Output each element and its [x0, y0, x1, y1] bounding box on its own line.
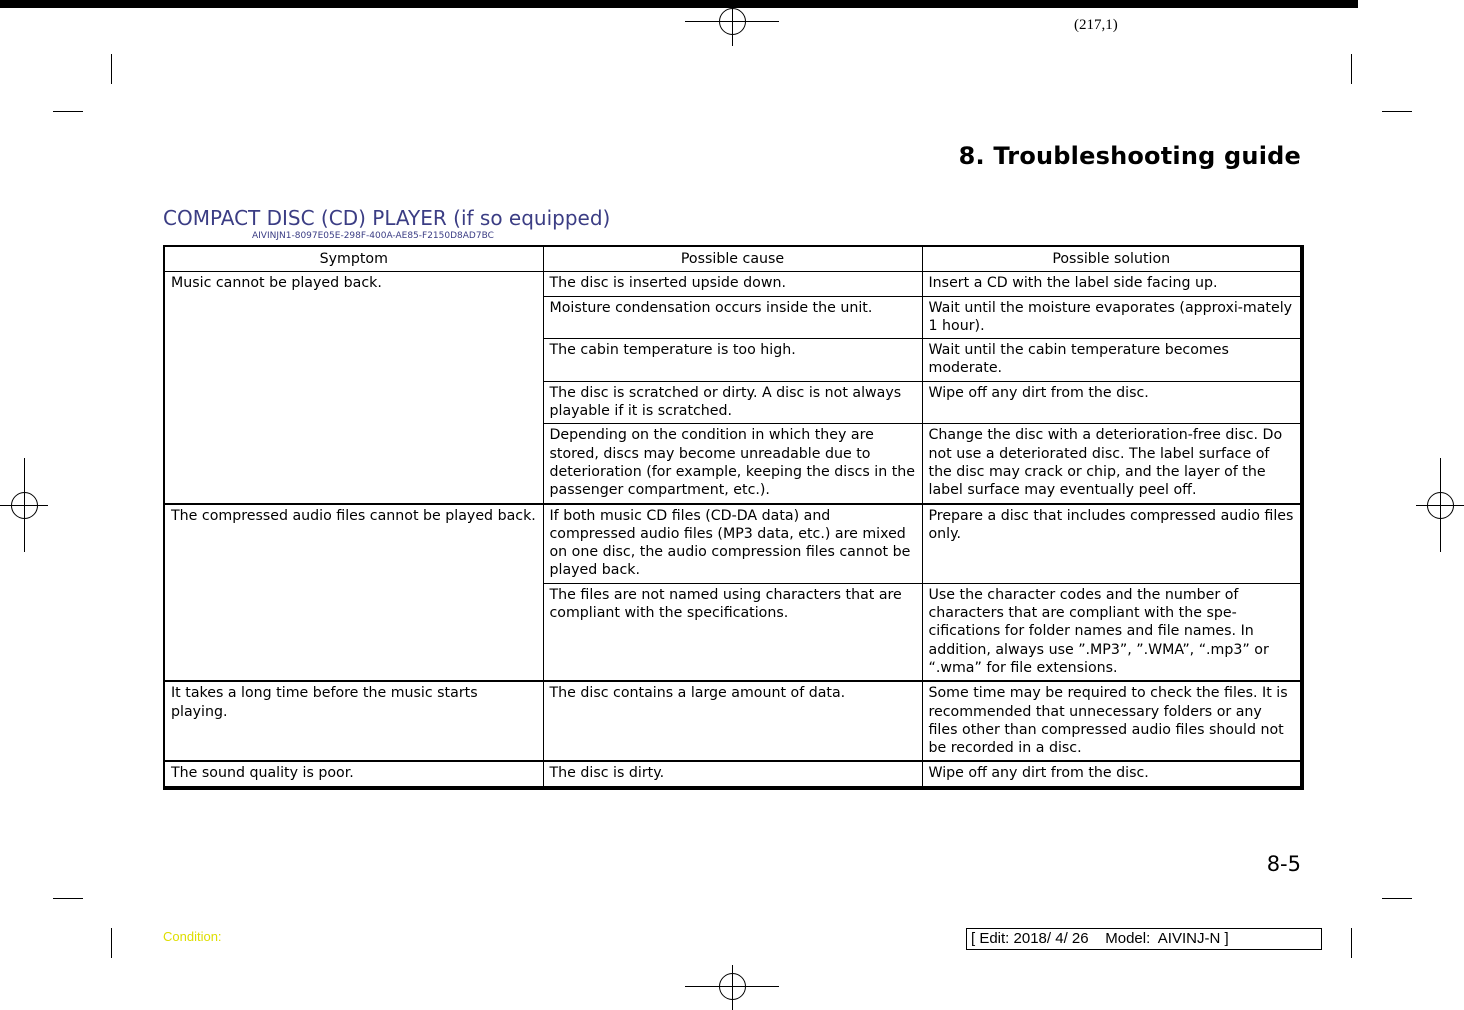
solution-cell: Wipe off any dirt from the disc. — [922, 381, 1302, 424]
column-header-cause: Possible cause — [543, 246, 922, 272]
solution-cell: Wait until the cabin temperature becomes moderate. — [922, 339, 1302, 382]
solution-cell: Some time may be required to check the files. It is recommended that unnecessary folders or any files other than compressed audio files should not be recorded in a disc. — [922, 681, 1302, 761]
cause-cell: Depending on the condition in which they are stored, discs may become unreadable due to deterioration (for example, keeping the discs in the passenger compartment, etc.). — [543, 424, 922, 504]
cause-cell: The disc is scratched or dirty. A disc is not always playable if it is scratched. — [543, 381, 922, 424]
cause-cell: Moisture condensation occurs inside the unit. — [543, 296, 922, 339]
troubleshooting-table — [163, 245, 1304, 790]
table-row — [164, 761, 1302, 787]
table-row — [164, 681, 1302, 761]
condition-label: Condition: — [163, 929, 222, 944]
table-row — [164, 272, 1302, 296]
solution-cell: Change the disc with a deterioration-free disc. Do not use a deteriorated disc. The label surface of the disc may crack or chip, and the layer of the label surface may eventually peel off. — [922, 424, 1302, 504]
edit-info-box: [ Edit: 2018/ 4/ 26 Model: AIVINJ-N ] — [966, 928, 1322, 950]
section-title: COMPACT DISC (CD) PLAYER (if so equipped) — [163, 206, 611, 230]
title-divider — [0, 0, 1358, 8]
symptom-cell: The compressed audio files cannot be played back. — [164, 504, 543, 682]
symptom-cell: Music cannot be played back. — [164, 272, 543, 504]
symptom-cell: The sound quality is poor. — [164, 761, 543, 787]
cause-cell: The disc contains a large amount of data. — [543, 681, 922, 761]
solution-cell: Use the character codes and the number of characters that are compliant with the spe-cifications for folder names and file names. In addition, always use ”.MP3”, ”.WMA”, “.mp3” or “.wma” for file extensions. — [922, 583, 1302, 681]
solution-cell: Prepare a disc that includes compressed audio files only. — [922, 504, 1302, 584]
column-header-solution: Possible solution — [922, 246, 1302, 272]
solution-cell: Wait until the moisture evaporates (approxi-mately 1 hour). — [922, 296, 1302, 339]
solution-cell: Insert a CD with the label side facing up. — [922, 272, 1302, 296]
column-header-symptom: Symptom — [164, 246, 543, 272]
solution-cell: Wipe off any dirt from the disc. — [922, 761, 1302, 787]
page-number: 8-5 — [1266, 852, 1301, 876]
cause-cell: The cabin temperature is too high. — [543, 339, 922, 382]
chapter-title: 8. Troubleshooting guide — [958, 142, 1301, 170]
document-id: AIVINJN1-8097E05E-298F-400A-AE85-F2150D8AD7BC — [252, 231, 494, 241]
cause-cell: If both music CD files (CD-DA data) and compressed audio files (MP3 data, etc.) are mixed on one disc, the audio compression files cannot be played back. — [543, 504, 922, 584]
table-row — [164, 504, 1302, 584]
cause-cell: The disc is dirty. — [543, 761, 922, 787]
symptom-cell: It takes a long time before the music starts playing. — [164, 681, 543, 761]
cause-cell: The files are not named using characters that are compliant with the specifications. — [543, 583, 922, 681]
table-header-row — [164, 246, 1302, 272]
page-code: (217,1) — [1074, 17, 1118, 33]
cause-cell: The disc is inserted upside down. — [543, 272, 922, 296]
